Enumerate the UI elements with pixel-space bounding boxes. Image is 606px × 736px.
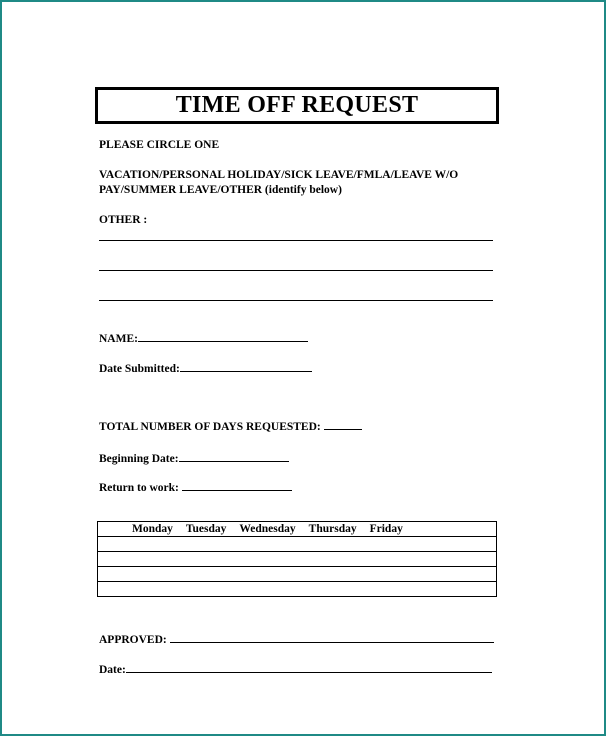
approved-label: APPROVED: <box>99 634 167 646</box>
beginning-date-row <box>99 451 289 465</box>
weekday-table <box>97 521 497 597</box>
table-row[interactable] <box>98 567 497 582</box>
table-cell[interactable] <box>98 567 497 582</box>
table-cell[interactable] <box>98 537 497 552</box>
total-days-row <box>99 419 362 433</box>
approved-row <box>99 632 494 646</box>
leave-options-line2: PAY/SUMMER LEAVE/OTHER (identify below) <box>99 184 342 196</box>
name-row <box>99 331 308 345</box>
date-field[interactable] <box>126 662 492 673</box>
total-days-label: TOTAL NUMBER OF DAYS REQUESTED: <box>99 421 321 433</box>
table-cell[interactable] <box>98 552 497 567</box>
beginning-date-label: Beginning Date: <box>99 453 179 465</box>
table-row <box>98 522 497 537</box>
total-days-field[interactable] <box>324 419 362 430</box>
date-submitted-field[interactable] <box>180 361 312 372</box>
other-label: OTHER : <box>99 214 148 226</box>
date-row <box>99 662 492 676</box>
other-line-2[interactable] <box>99 270 493 271</box>
day-wednesday: Wednesday <box>239 523 296 535</box>
other-line-3[interactable] <box>99 300 493 301</box>
day-friday: Friday <box>369 523 403 535</box>
day-monday: Monday <box>132 523 173 535</box>
leave-options-line1: VACATION/PERSONAL HOLIDAY/SICK LEAVE/FMLA/LEAVE W/O <box>99 169 459 181</box>
table-row[interactable] <box>98 537 497 552</box>
return-field[interactable] <box>182 480 292 491</box>
other-line-1[interactable] <box>99 240 493 241</box>
weekday-header-cell <box>98 522 497 537</box>
table-row[interactable] <box>98 552 497 567</box>
return-row <box>99 480 292 494</box>
approved-field[interactable] <box>170 632 494 643</box>
circle-instruction: PLEASE CIRCLE ONE <box>99 139 220 151</box>
day-thursday: Thursday <box>308 523 357 535</box>
date-submitted-label: Date Submitted: <box>99 363 180 375</box>
table-cell[interactable] <box>98 582 497 597</box>
beginning-date-field[interactable] <box>179 451 289 462</box>
name-field[interactable] <box>138 331 308 342</box>
return-label: Return to work: <box>99 482 179 494</box>
form-title: TIME OFF REQUEST <box>175 92 419 118</box>
title-box <box>95 87 499 124</box>
day-tuesday: Tuesday <box>185 523 227 535</box>
date-submitted-row <box>99 361 312 375</box>
name-label: NAME: <box>99 333 138 345</box>
date-label: Date: <box>99 664 126 676</box>
table-row[interactable] <box>98 582 497 597</box>
